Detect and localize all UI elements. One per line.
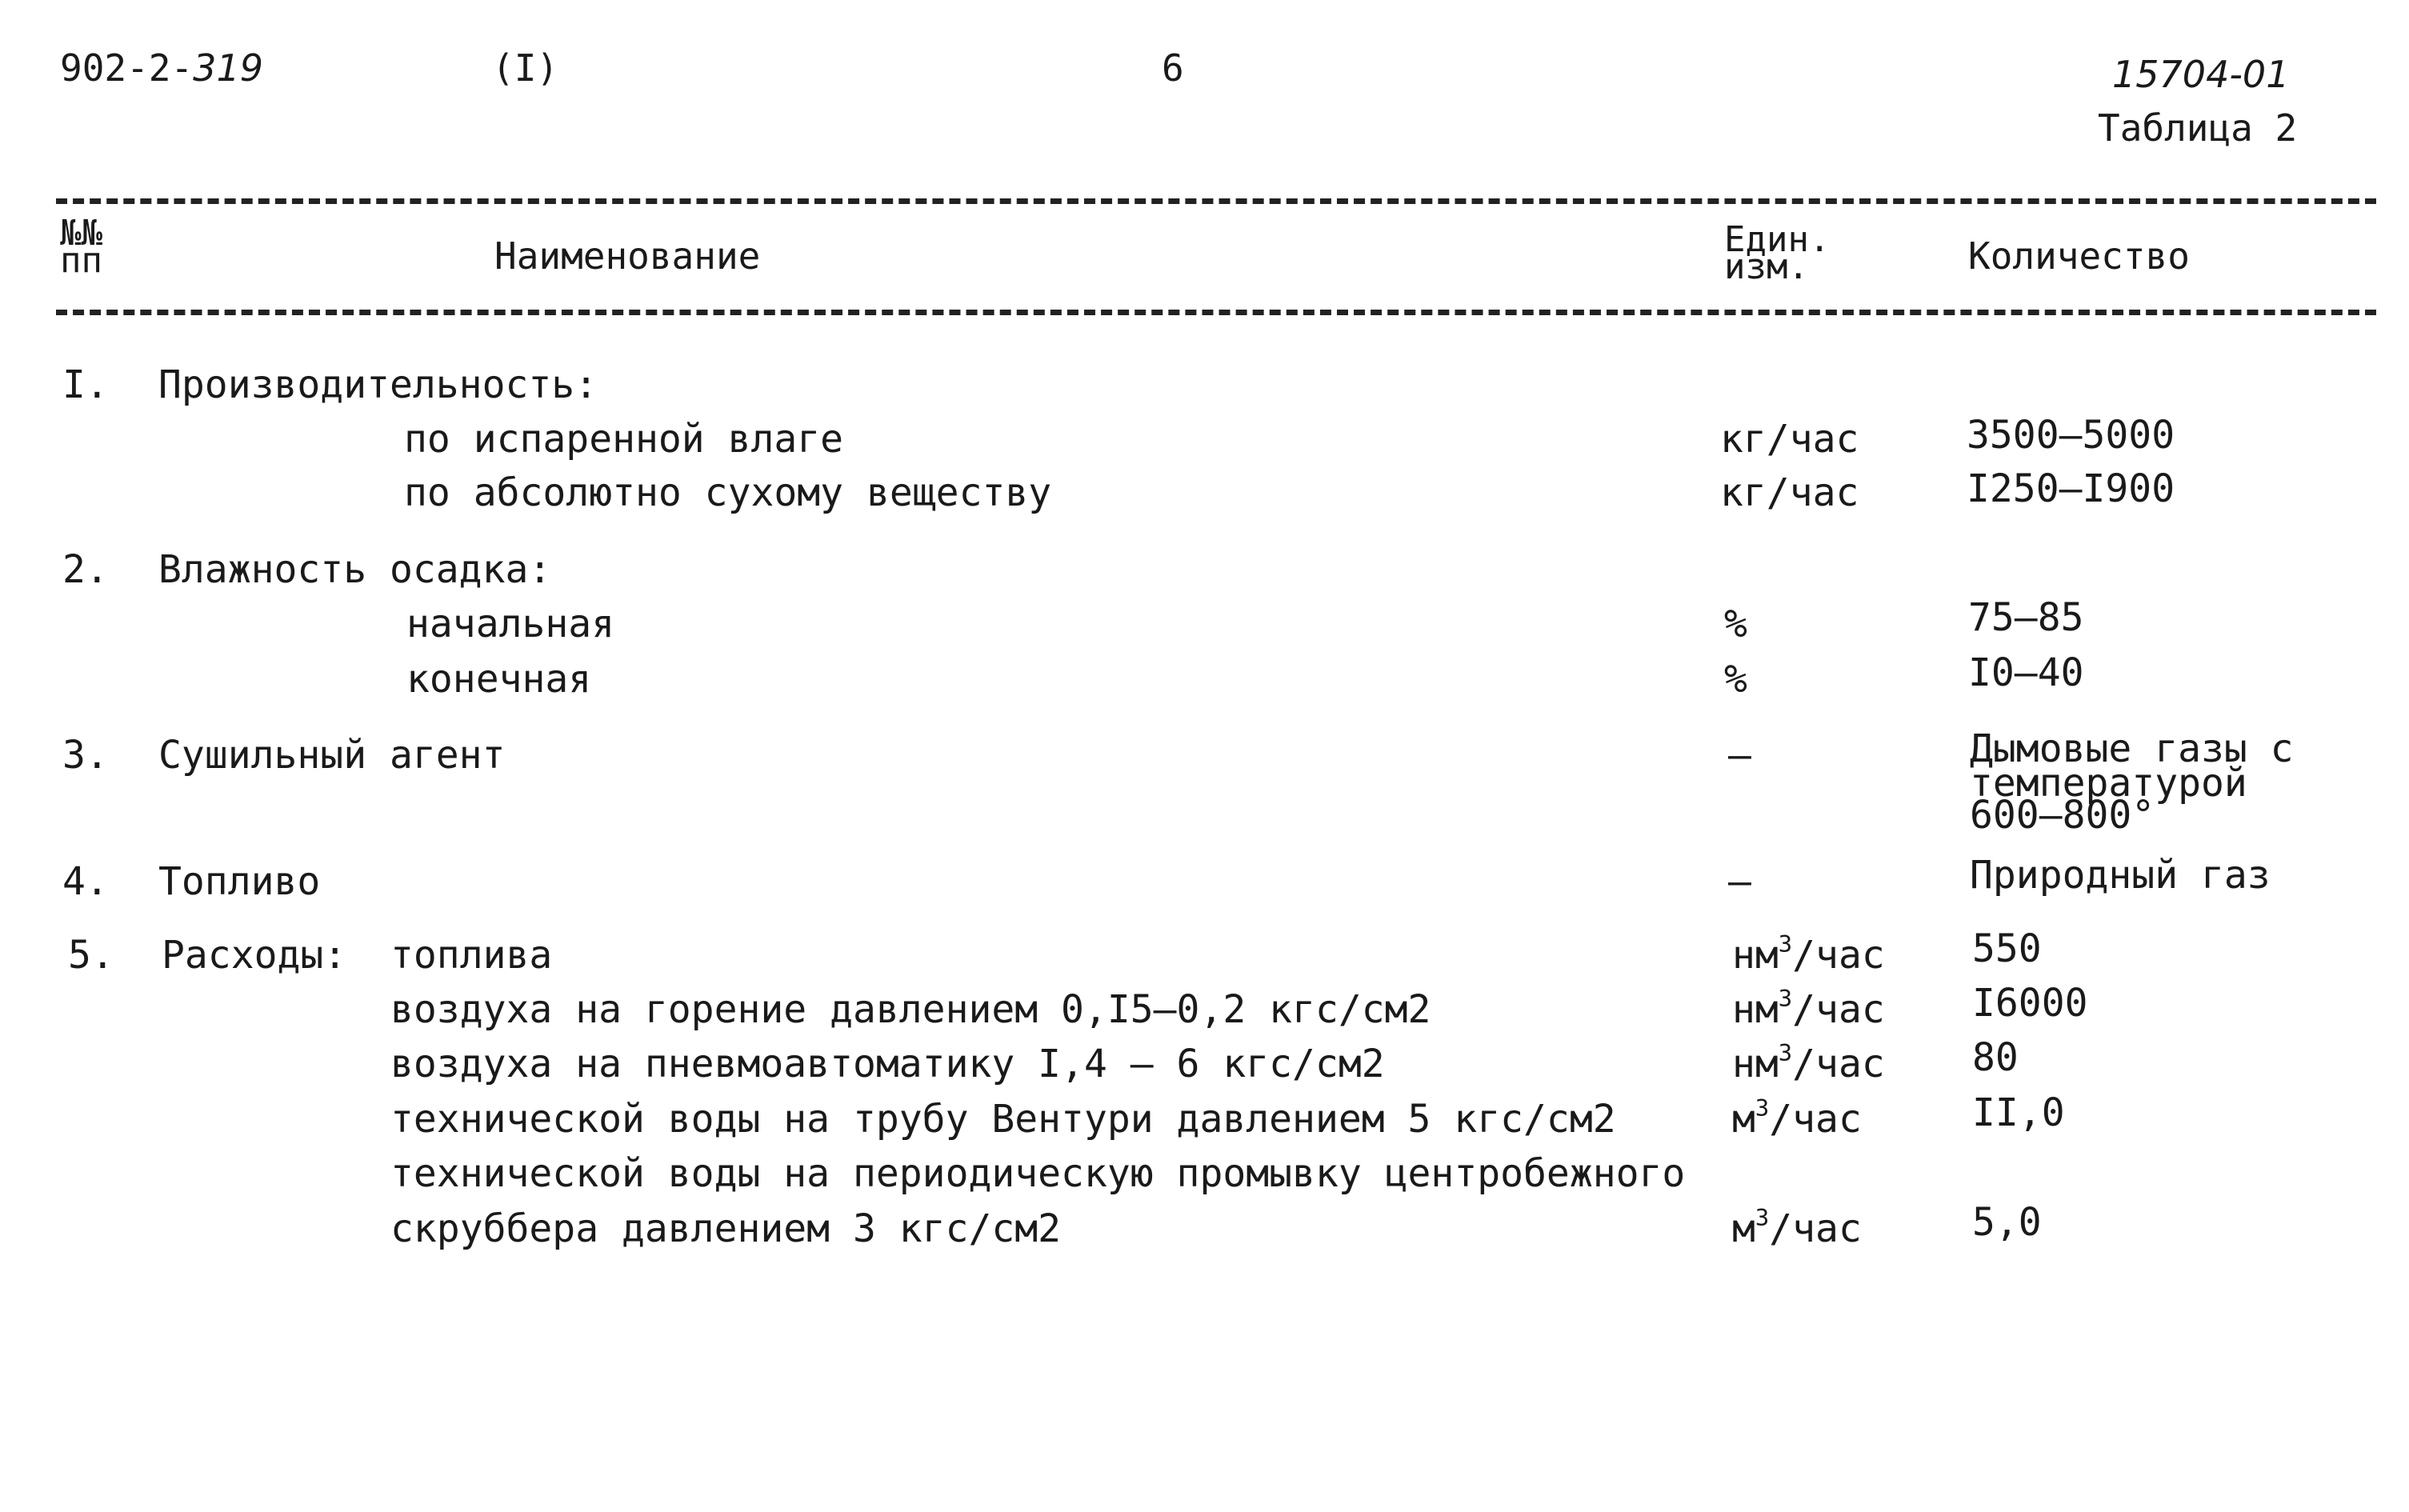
document-code <box>60 46 263 90</box>
row-quantity: I250–I900 <box>1967 466 2175 511</box>
row-unit <box>1732 984 1885 1032</box>
row-name: воздуха на горение давлением 0,I5–0,2 кгс/см2 <box>390 987 1431 1032</box>
row-unit <box>1732 930 1885 978</box>
row-name: конечная <box>406 657 592 702</box>
column-header-quantity: Количество <box>1968 234 2190 278</box>
page-number: 6 <box>1162 46 1184 90</box>
unit-base: нм <box>1732 1042 1779 1086</box>
part-number: (I) <box>492 46 559 90</box>
row-name: топлива <box>390 933 553 978</box>
unit-tail: /час <box>1792 1042 1885 1086</box>
section-number: 5. <box>68 933 114 978</box>
row-name: начальная <box>406 602 615 646</box>
unit-superscript: 3 <box>1778 984 1793 1012</box>
row-unit: % <box>1724 602 1747 646</box>
section-title: Расходы: <box>162 933 347 978</box>
row-quantity: 5,0 <box>1972 1200 2042 1245</box>
unit-superscript: 3 <box>1778 930 1793 958</box>
row-quantity-line: 600–800° <box>1970 793 2155 838</box>
section-title: Производительность: <box>158 362 598 407</box>
row-name-line: скруббера давлением 3 кгс/см2 <box>390 1206 1062 1251</box>
section-title: Топливо <box>158 859 321 904</box>
row-unit <box>1732 1038 1885 1086</box>
column-header-unit: Един. изм. <box>1724 219 1831 288</box>
stamp-number: 15704-01 <box>2112 53 2290 96</box>
header-bottom-rule <box>56 310 2376 315</box>
section-number: 3. <box>62 733 109 778</box>
section-number: 4. <box>62 859 109 904</box>
row-quantity: 75–85 <box>1968 595 2084 640</box>
row-unit: % <box>1724 657 1747 702</box>
row-unit: кг/час <box>1720 417 1859 462</box>
row-quantity: 80 <box>1972 1035 2019 1080</box>
section-title: Сушильный агент <box>158 733 506 778</box>
row-unit: – <box>1728 733 1751 778</box>
row-unit: кг/час <box>1720 470 1859 515</box>
document-code-handwritten: 319 <box>193 46 263 90</box>
unit-base: нм <box>1732 987 1779 1032</box>
row-unit <box>1732 1094 1862 1142</box>
unit-superscript: 3 <box>1755 1094 1770 1122</box>
row-quantity: I0–40 <box>1968 650 2084 695</box>
row-name: технической воды на трубу Вентури давлением 5 кгс/см2 <box>390 1097 1616 1142</box>
section-number: I. <box>62 362 109 407</box>
table-label: Таблица 2 <box>2098 106 2298 150</box>
row-name: воздуха на пневмоавтоматику I,4 – 6 кгс/см2 <box>390 1042 1385 1086</box>
row-quantity: I6000 <box>1972 981 2088 1026</box>
unit-tail: /час <box>1769 1097 1862 1142</box>
row-name: по испаренной влаге <box>404 417 844 462</box>
row-quantity: Природный газ <box>1970 853 2271 898</box>
row-name-line: технической воды на периодическую промывку центробежного <box>390 1151 1686 1196</box>
unit-base: нм <box>1732 933 1779 978</box>
row-quantity-line: Дымовые газы с <box>1970 726 2294 771</box>
unit-tail: /час <box>1792 933 1885 978</box>
document-code-prefix: 902-2- <box>60 46 194 90</box>
row-quantity: 3500–5000 <box>1967 413 2175 458</box>
section-title: Влажность осадка: <box>158 547 552 592</box>
row-quantity: 550 <box>1972 926 2042 971</box>
row-unit: – <box>1728 859 1751 904</box>
row-unit <box>1732 1203 1862 1251</box>
column-header-name: Наименование <box>494 234 761 278</box>
unit-tail: /час <box>1769 1206 1862 1251</box>
row-name: по абсолютно сухому веществу <box>404 470 1052 515</box>
section-number: 2. <box>62 547 109 592</box>
unit-superscript: 3 <box>1755 1203 1770 1231</box>
column-header-number: №№ пп <box>60 213 102 282</box>
header-top-rule <box>56 198 2376 204</box>
row-quantity: II,0 <box>1972 1090 2065 1135</box>
unit-base: м <box>1732 1097 1755 1142</box>
row-quantity-line: температурой <box>1970 761 2247 806</box>
unit-base: м <box>1732 1206 1755 1251</box>
unit-tail: /час <box>1792 987 1885 1032</box>
unit-superscript: 3 <box>1778 1038 1793 1066</box>
